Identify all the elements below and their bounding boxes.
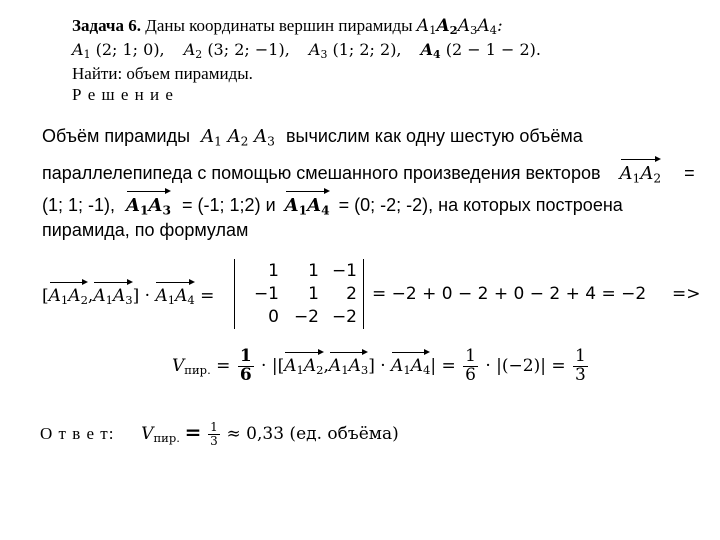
volume-frac2-den: 6	[465, 364, 476, 385]
answer-frac	[208, 421, 220, 447]
vf-vector-a1a3: $A_1A_3$	[329, 351, 368, 377]
volume-frac	[238, 348, 254, 385]
implies-sign: =>	[672, 284, 701, 304]
volume-result	[573, 348, 588, 385]
det-cell: 1	[308, 261, 319, 281]
body-line-1	[42, 126, 583, 148]
vector-a1a2: $A_1A_2$	[620, 158, 662, 185]
task-find: Найти: объем пирамиды.	[72, 64, 253, 83]
vector-a1a2-coords: (1; 1; -1),	[42, 195, 116, 215]
mp-vector-a1a3: $A_1A_3$	[93, 281, 132, 307]
answer-approx: ≈ 0,33 (ед. объёма)	[226, 424, 399, 444]
det-cell: 2	[346, 284, 357, 304]
body-line-2	[42, 158, 695, 185]
det-cell: −2	[331, 307, 357, 327]
volume-frac-2	[463, 348, 478, 385]
volume-sub: пир.	[184, 363, 211, 378]
vertex-a3-name: $A_3$	[308, 40, 328, 62]
vertex-a1-coords: (2; 1; 0),	[95, 40, 165, 59]
answer-volume-symbol: V	[141, 424, 154, 444]
vector-a1a3: $A_1A_3$	[126, 190, 171, 217]
det-cell: 1	[308, 284, 319, 304]
vector-a1a4-coords: = (0; -2; -2), на которых построена	[338, 195, 623, 215]
task-coordinates-line	[72, 40, 541, 61]
vertex-a4-name: $A_4$	[420, 40, 441, 62]
vf-vector-a1a4: $A_1A_4$	[391, 351, 430, 377]
vertex-a2-coords: (3; 2; −1),	[207, 40, 290, 59]
volume-formula: $V_{пир.}$ = $\frac{1}{6}$ · $|[A_1A_2,A_1A_3] \cdot A_1A_4|$ = $\frac{1}{6}$ · |(−2)| = $\frac{1}{3}$	[172, 346, 586, 385]
answer-sub: пир.	[153, 431, 180, 446]
task-title-line	[72, 16, 503, 37]
vertex-a2-name: $A_2$	[183, 40, 203, 62]
det-cell: −1	[331, 261, 357, 281]
task-statement: Даны координаты вершин пирамиды	[145, 16, 413, 35]
vector-a1a3-coords: = (-1; 1;2) и	[182, 195, 276, 215]
body-line-1-post: вычислим как одну шестую объёма	[285, 126, 583, 146]
mp-vector-a1a4: $A_1A_4$	[155, 281, 194, 307]
body-line-3	[42, 190, 623, 217]
vertex-a3-coords: (1; 2; 2),	[332, 40, 402, 59]
answer-line: О т в е т: $V_{пир.}$ = $\frac{1}{3}$ ≈ 0,33 (ед. объёма)	[40, 420, 399, 449]
vertex-a1-name: $A_1$	[72, 40, 91, 62]
det-cell: 1	[268, 261, 279, 281]
volume-frac2-num: 1	[465, 346, 476, 366]
determinant-matrix	[234, 259, 364, 329]
mixed-product: $[A_1A_2,A_1A_3] \cdot A_1A_4$ =	[42, 281, 214, 307]
vector-a1a4: $A_1A_4$	[285, 190, 330, 217]
task-heading: Задача 6.	[72, 16, 141, 35]
volume-result-den: 3	[575, 364, 586, 385]
task-vertices-label: $A_1A_2A_3A_4$:	[416, 16, 503, 38]
body-line-1-pre: Объём пирамиды	[42, 126, 191, 146]
vertex-a4-coords: (2 − 1 − 2).	[445, 40, 541, 59]
volume-frac-num: 1	[239, 346, 252, 366]
body-line-2-pre: параллелепипеда с помощью смешанного произведения векторов	[42, 163, 601, 183]
volume-abs: |(−2)|	[496, 355, 546, 376]
volume-frac-den: 6	[239, 364, 252, 385]
answer-label: О т в е т:	[40, 424, 115, 443]
volume-result-num: 1	[575, 346, 586, 366]
pyramid-name: $A_1$ $A_2$ $A_3$	[201, 126, 275, 149]
vf-vector-a1a2: $A_1A_2$	[284, 351, 323, 377]
answer-frac-den: 3	[210, 434, 218, 449]
det-cell: 0	[268, 307, 279, 327]
volume-symbol: V	[172, 355, 185, 376]
solution-label: Р е ш е н и е	[72, 85, 174, 104]
mp-vector-a1a2: $A_1A_2$	[49, 281, 88, 307]
det-cell: −1	[253, 284, 279, 304]
det-cell: −2	[293, 307, 319, 327]
answer-frac-num: 1	[210, 420, 218, 435]
body-line-4: пирамида, по формулам	[42, 220, 249, 240]
body-line-2-eq: =	[684, 163, 695, 183]
determinant-expansion: = −2 + 0 − 2 + 0 − 2 + 4 = −2	[372, 284, 647, 304]
